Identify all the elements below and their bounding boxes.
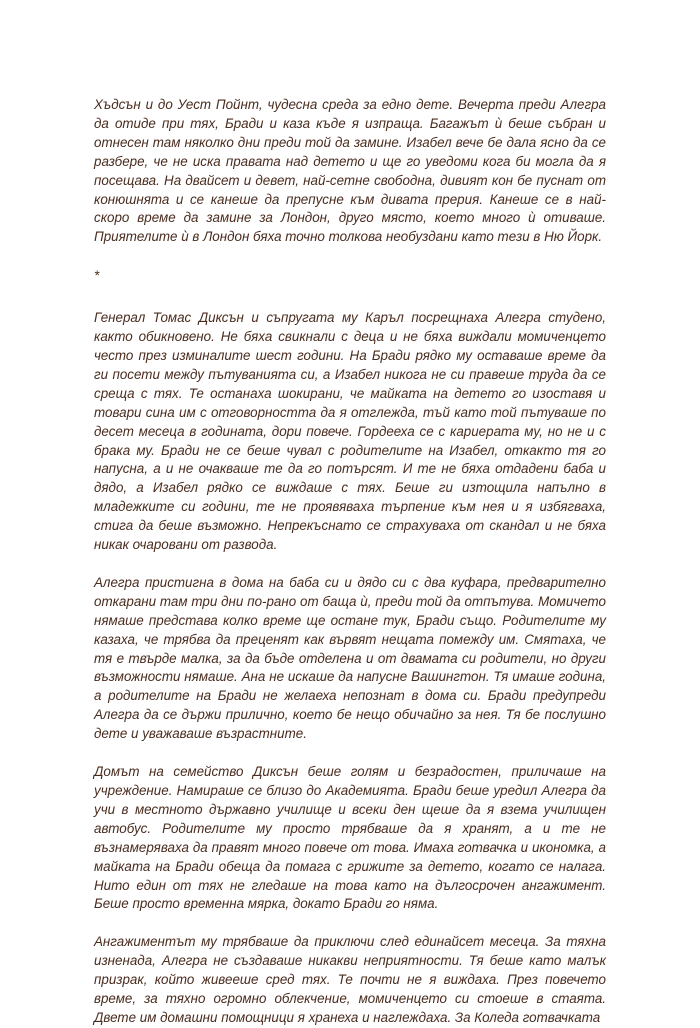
- paragraph-4: Домът на семейство Диксън беше голям и безрадостен, приличаше на учреждение. Намираше се близо до Академията. Бради беше уредил Алегра да учи в местното държавно училище и всеки ден щеше да я взема училищен автобус. Родителите му просто трябваше да я хранят, а и те не възнамеряваха да правят много повече от това. Имаха готвачка и икономка, а майката на Бради обеща да помага с грижите за детето, когато се налага. Нито един от тях не гледаше на това като на дългосрочен ангажимент. Беше просто временна мярка, докато Бради го няма.: [94, 764, 606, 912]
- section-separator: *: [94, 268, 100, 284]
- paragraph-2: Генерал Томас Диксън и съпругата му Каръл посрещнаха Алегра студено, както обикновено. Не бяха свикнали с деца и не бяха виждали момиченцето често през изминалите шест години. На Бради рядко му оставаше време да ги посети между пътуванията си, а Изабел никога не си правеше труда да се среща с тях. Те останаха шокирани, че майката на детето го изоставя и товари сина им с отговорността да я отглежда, тъй като той пътуваше по десет месеца в годината, дори повече. Гордееха се с кариерата му, но не и с брака му. Бради не се беше чувал с родителите на Изабел, откакто тя го напусна, а и не очакваше те да го потърсят. И те не бяха отдадени баба и дядо, а Изабел рядко се виждаше с тях. Беше ги изтощила напълно в младежките си години, те не проявяваха търпение към нея и я избягваха, стига да беше възможно. Непрекъснато се страхуваха от скандал и не бяха никак очаровани от развода.: [94, 310, 606, 553]
- paragraph-1: Хъдсън и до Уест Пойнт, чудесна среда за едно дете. Вечерта преди Алегра да отиде при тях, Бради и каза къде я изпраща. Багажът ѝ беше събран и отнесен там няколко дни преди той да замине. Изабел вече бе дала ясно да се разбере, че не иска правата над детето и ще го уведоми кога би могла да я посещава. На двайсет и девет, най-сетне свободна, дивият кон бе пуснат от конюшнята и се канеше да препусне към дивата прерия. Канеше се в най-скоро време да замине за Лондон, друго място, което много ѝ отиваше. Приятелите ѝ в Лондон бяха точно толкова необуздани като тези в Ню Йорк.: [94, 97, 606, 245]
- paragraph-5: Ангажиментът му трябваше да приключи след единайсет месеца. За тяхна изненада, Алегра не създаваше никакви неприятности. Тя беше като малък призрак, който живееше сред тях. Те почти не я виждаха. През повечето време, за тяхно огромно облекчение, момиченцето си стоеше в стаята. Двете им домашни помощници я хранеха и наглеждаха. За Коледа готвачката: [94, 934, 606, 1025]
- paragraph-3: Алегра пристигна в дома на баба си и дядо си с два куфара, предварително откарани там три дни по-рано от баща ѝ, преди той да отпътува. Момичето нямаше представа колко време ще остане тук, Бради също. Родителите му казаха, че трябва да преценят как вървят нещата помежду им. Смятаха, че тя е твърде малка, за да бъде отделена и от двамата си родители, но други възможности нямаше. Ана не искаше да напусне Вашингтон. Тя имаше година, а родителите на Бради не желаеха непознат в дома си. Бради предупреди Алегра да се държи прилично, което бе нещо обичайно за нея. Тя бе послушно дете и уважаваше възрастните.: [94, 574, 606, 742]
